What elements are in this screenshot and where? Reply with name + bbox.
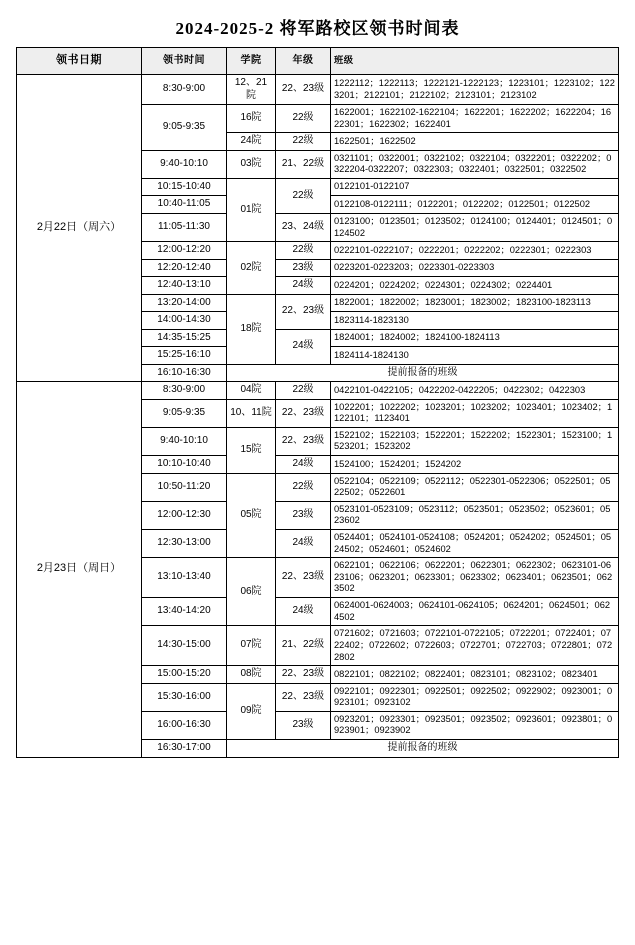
cell-classes: 0223201-0223203；0223301-0223303 bbox=[331, 259, 619, 277]
cell-grade: 23级 bbox=[276, 501, 331, 529]
cell-time: 10:15-10:40 bbox=[142, 178, 227, 196]
cell-grade: 22级 bbox=[276, 105, 331, 133]
cell-college: 18院 bbox=[227, 294, 276, 364]
cell-time: 15:25-16:10 bbox=[142, 347, 227, 365]
cell-time: 9:05-9:35 bbox=[142, 399, 227, 427]
cell-date: 2月22日（周六） bbox=[17, 75, 142, 382]
column-header-grade: 年级 bbox=[276, 48, 331, 75]
cell-college: 16院 bbox=[227, 105, 276, 133]
cell-college: 09院 bbox=[227, 683, 276, 739]
cell-grade: 23级 bbox=[276, 259, 331, 277]
cell-time: 9:40-10:10 bbox=[142, 427, 227, 455]
cell-college: 04院 bbox=[227, 382, 276, 400]
cell-classes: 0721602；0721603；0722101-0722105；0722201；0722401；0722402；0722602；0722603；0722701；0722703；0722801；0722802 bbox=[331, 626, 619, 666]
cell-classes: 1622001；1622102-1622104；1622201；1622202；1622204；1622301；1622302；1622401 bbox=[331, 105, 619, 133]
cell-classes: 0523101-0523109；0523112；0523501；0523502；0523601；0523602 bbox=[331, 501, 619, 529]
cell-grade: 21、22级 bbox=[276, 150, 331, 178]
cell-grade: 22、23级 bbox=[276, 427, 331, 455]
cell-classes: 1823114-1823130 bbox=[331, 312, 619, 330]
cell-grade: 23、24级 bbox=[276, 213, 331, 241]
cell-time: 14:30-15:00 bbox=[142, 626, 227, 666]
cell-grade: 22、23级 bbox=[276, 666, 331, 684]
cell-classes: 0122108-0122111；0122201；0122202；0122501；0122502 bbox=[331, 196, 619, 214]
cell-time: 10:10-10:40 bbox=[142, 456, 227, 474]
cell-time: 12:00-12:20 bbox=[142, 242, 227, 260]
column-header-time: 领书时间 bbox=[142, 48, 227, 75]
cell-college: 07院 bbox=[227, 626, 276, 666]
cell-classes: 1022201；1022202；1023201；1023202；1023401；1023402；1122101；1123401 bbox=[331, 399, 619, 427]
cell-college: 05院 bbox=[227, 473, 276, 558]
cell-classes: 1824114-1824130 bbox=[331, 347, 619, 365]
cell-time: 8:30-9:00 bbox=[142, 75, 227, 105]
cell-classes: 0524401；0524101-0524108；0524201；0524202；0524501；0524502；0524601；0524602 bbox=[331, 530, 619, 558]
table-header-row bbox=[17, 48, 619, 75]
column-header-date: 领书日期 bbox=[17, 48, 142, 75]
cell-classes: 0222101-0222107；0222201；0222202；0222301；0222303 bbox=[331, 242, 619, 260]
cell-grade: 22、23级 bbox=[276, 294, 331, 329]
cell-note: 提前报备的班级 bbox=[227, 740, 619, 758]
cell-grade: 22级 bbox=[276, 178, 331, 213]
cell-grade: 22级 bbox=[276, 242, 331, 260]
cell-classes: 0224201；0224202；0224301；0224302；0224401 bbox=[331, 277, 619, 295]
cell-classes: 0522104；0522109；0522112；0522301-0522306；0522501；0522502；0522601 bbox=[331, 473, 619, 501]
cell-classes: 0123100；0123501；0123502；0124100；0124401；0124501；0124502 bbox=[331, 213, 619, 241]
cell-classes: 0122101-0122107 bbox=[331, 178, 619, 196]
cell-grade: 22级 bbox=[276, 473, 331, 501]
cell-grade: 22级 bbox=[276, 382, 331, 400]
cell-grade: 24级 bbox=[276, 530, 331, 558]
cell-classes: 0822101；0822102；0822401；0823101；0823102；0823401 bbox=[331, 666, 619, 684]
cell-time: 13:40-14:20 bbox=[142, 598, 227, 626]
cell-time: 12:40-13:10 bbox=[142, 277, 227, 295]
cell-grade: 22、23级 bbox=[276, 399, 331, 427]
cell-college: 10、11院 bbox=[227, 399, 276, 427]
cell-time: 12:20-12:40 bbox=[142, 259, 227, 277]
cell-time: 16:10-16:30 bbox=[142, 364, 227, 382]
cell-college: 02院 bbox=[227, 242, 276, 295]
cell-grade: 22、23级 bbox=[276, 683, 331, 711]
cell-college: 06院 bbox=[227, 558, 276, 626]
cell-time: 16:00-16:30 bbox=[142, 711, 227, 739]
cell-college: 03院 bbox=[227, 150, 276, 178]
cell-college: 15院 bbox=[227, 427, 276, 473]
cell-time: 14:35-15:25 bbox=[142, 329, 227, 347]
cell-grade: 23级 bbox=[276, 711, 331, 739]
cell-time: 13:20-14:00 bbox=[142, 294, 227, 312]
cell-grade: 24级 bbox=[276, 456, 331, 474]
page-title: 2024-2025-2 将军路校区领书时间表 bbox=[175, 19, 460, 38]
cell-grade: 22、23级 bbox=[276, 75, 331, 105]
cell-time: 12:30-13:00 bbox=[142, 530, 227, 558]
column-header-college: 学院 bbox=[227, 48, 276, 75]
table-row bbox=[17, 75, 619, 105]
cell-date: 2月23日（周日） bbox=[17, 382, 142, 757]
table-body bbox=[17, 75, 619, 758]
cell-time: 8:30-9:00 bbox=[142, 382, 227, 400]
cell-time: 11:05-11:30 bbox=[142, 213, 227, 241]
cell-college: 08院 bbox=[227, 666, 276, 684]
cell-grade: 22、23级 bbox=[276, 558, 331, 598]
cell-time: 10:40-11:05 bbox=[142, 196, 227, 214]
table-row bbox=[17, 382, 619, 400]
cell-grade: 24级 bbox=[276, 277, 331, 295]
cell-time: 10:50-11:20 bbox=[142, 473, 227, 501]
cell-classes: 1622501；1622502 bbox=[331, 133, 619, 151]
cell-college: 12、21院 bbox=[227, 75, 276, 105]
cell-classes: 1524100；1524201；1524202 bbox=[331, 456, 619, 474]
cell-time: 13:10-13:40 bbox=[142, 558, 227, 598]
cell-time: 15:00-15:20 bbox=[142, 666, 227, 684]
cell-time: 15:30-16:00 bbox=[142, 683, 227, 711]
cell-time: 9:05-9:35 bbox=[142, 105, 227, 151]
column-header-class: 班级 bbox=[331, 48, 619, 75]
schedule-table bbox=[16, 47, 619, 758]
cell-grade: 24级 bbox=[276, 329, 331, 364]
cell-classes: 0923201；0923301；0923501；0923502；0923601；0923801；0923901；0923902 bbox=[331, 711, 619, 739]
cell-time: 14:00-14:30 bbox=[142, 312, 227, 330]
cell-grade: 21、22级 bbox=[276, 626, 331, 666]
cell-college: 24院 bbox=[227, 133, 276, 151]
cell-classes: 0422101-0422105；0422202-0422205；0422302；0422303 bbox=[331, 382, 619, 400]
cell-classes: 0321101；0322001；0322102；0322104；0322201；0322202；0322204-0322207；0322303；0322401；0322501；0322502 bbox=[331, 150, 619, 178]
cell-classes: 1522102；1522103；1522201；1522202；1522301；1523100；1523201；1523202 bbox=[331, 427, 619, 455]
cell-note: 提前报备的班级 bbox=[227, 364, 619, 382]
table-header bbox=[17, 48, 619, 75]
cell-college: 01院 bbox=[227, 178, 276, 241]
cell-grade: 24级 bbox=[276, 598, 331, 626]
cell-classes: 1222112；1222113；1222121-1222123；1223101；1223102；1223201；2122101；2122102；2123101；2123102 bbox=[331, 75, 619, 105]
cell-classes: 0624001-0624003；0624101-0624105；0624201；0624501；0624502 bbox=[331, 598, 619, 626]
cell-classes: 1824001；1824002；1824100-1824113 bbox=[331, 329, 619, 347]
cell-classes: 0622101；0622106；0622201；0622301；0622302；0623101-0623106；0623201；0623301；0623302；0623401；0623501；0623502 bbox=[331, 558, 619, 598]
cell-time: 9:40-10:10 bbox=[142, 150, 227, 178]
cell-grade: 22级 bbox=[276, 133, 331, 151]
cell-time: 16:30-17:00 bbox=[142, 740, 227, 758]
cell-classes: 0922101；0922301；0922501；0922502；0922902；0923001；0923101；0923102 bbox=[331, 683, 619, 711]
cell-time: 12:00-12:30 bbox=[142, 501, 227, 529]
cell-classes: 1822001；1822002；1823001；1823002；1823100-1823113 bbox=[331, 294, 619, 312]
